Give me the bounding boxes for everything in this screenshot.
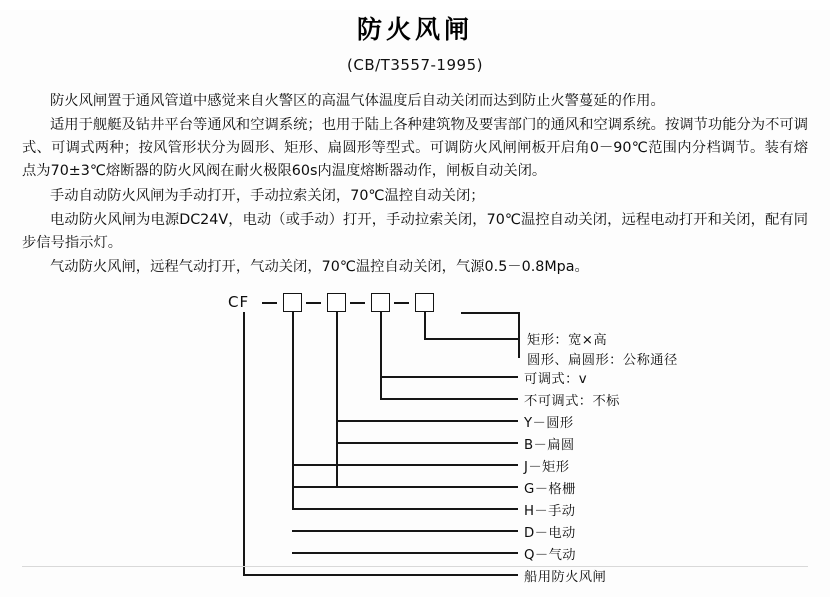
leader-v-b1	[292, 312, 294, 508]
callout-shape-flat: B－扁圆	[524, 438, 575, 454]
leader-h-b4a	[424, 338, 519, 340]
callout-shape-rect: J－矩形	[524, 460, 570, 476]
leader-v-b4b	[518, 312, 520, 356]
leader-h-b4top	[461, 312, 519, 314]
leader-h-b1a	[292, 508, 518, 510]
standard-code: (CB/T3557-1995)	[347, 56, 483, 74]
leader-h-b1d	[292, 530, 518, 532]
body-text	[22, 90, 808, 279]
separator-dash-2	[306, 302, 321, 304]
paragraph-5: 气动防火风闸，远程气动打开，气动关闭，70℃温控自动关闭，气源0.5－0.8Mpa。	[50, 259, 589, 276]
leader-h-b2a	[336, 420, 518, 422]
callout-rect-dims: 矩形：宽×高	[527, 333, 608, 349]
callout-adjustable: 可调式：v	[524, 372, 588, 388]
paragraph-1: 防火风闸置于通风管道中感觉来自火警区的高温气体温度后自动关闭而达到防止火警蔓延的作用。	[50, 93, 665, 109]
paragraph-2: 适用于舰艇及钻井平台等通风和空调系统；也用于陆上各种建筑物及要害部门的通风和空调系统。按调节功能分为不可调式、可调式两种；按风管形状分为圆形、矩形、扁圆形等型式。可调防火风闸闸板开启角0－90℃范围内分档调节。装有熔点为70±3℃熔断器的防火风阀在耐火极限60s内温度熔断器动作，闸板自动关闭。	[22, 117, 808, 180]
designation-box-4	[415, 293, 434, 312]
leader-v-b2	[336, 312, 338, 420]
callout-round-dims: 圆形、扁圆形：公称通径	[527, 353, 678, 369]
callout-product-name: 船用防火风闸	[524, 570, 607, 586]
leader-h-b3a	[380, 376, 518, 378]
leader-h-b1e	[292, 552, 518, 554]
page-rule	[22, 566, 808, 567]
leader-h-b2b	[336, 442, 518, 444]
separator-dash-3	[350, 302, 365, 304]
paragraph-3: 手动自动防火风闸为手动打开，手动拉索关闭，70℃温控自动关闭；	[50, 187, 485, 204]
separator-dash-1	[262, 302, 277, 304]
leader-v-b3	[380, 312, 382, 376]
leader-v-b3b	[380, 376, 382, 398]
designation-diagram	[0, 293, 830, 586]
leader-h-b1b	[292, 486, 518, 488]
callout-drive-manual: H－手动	[524, 504, 576, 520]
leader-v-b2b	[336, 420, 338, 486]
paragraph-4: 电动防火风闸为电源DC24V，电动（或手动）打开，手动拉索关闭，70℃温控自动关闭，远程电动打开和关闭，配有同步信号指示灯。	[22, 211, 808, 251]
designation-box-3	[371, 293, 390, 312]
callout-shape-grille: G－格栅	[524, 482, 576, 498]
callout-drive-pneumatic: Q－气动	[524, 548, 576, 564]
separator-dash-4	[394, 302, 409, 304]
leader-h-root	[243, 574, 518, 576]
leader-v-b4a	[424, 312, 426, 338]
document-page	[0, 10, 830, 597]
designation-box-1	[283, 293, 302, 312]
leader-h-b1c	[292, 464, 518, 466]
callout-nonadjustable: 不可调式：不标	[524, 394, 620, 410]
callout-drive-electric: D－电动	[524, 526, 576, 542]
page-title: 防火风闸	[356, 15, 473, 44]
designation-box-2	[327, 293, 346, 312]
leader-h-b4c	[518, 356, 520, 358]
designation-prefix: CF	[228, 293, 250, 312]
leader-v-root	[243, 312, 245, 574]
callout-shape-round: Y－圆形	[524, 416, 574, 432]
leader-h-b3b	[380, 398, 518, 400]
